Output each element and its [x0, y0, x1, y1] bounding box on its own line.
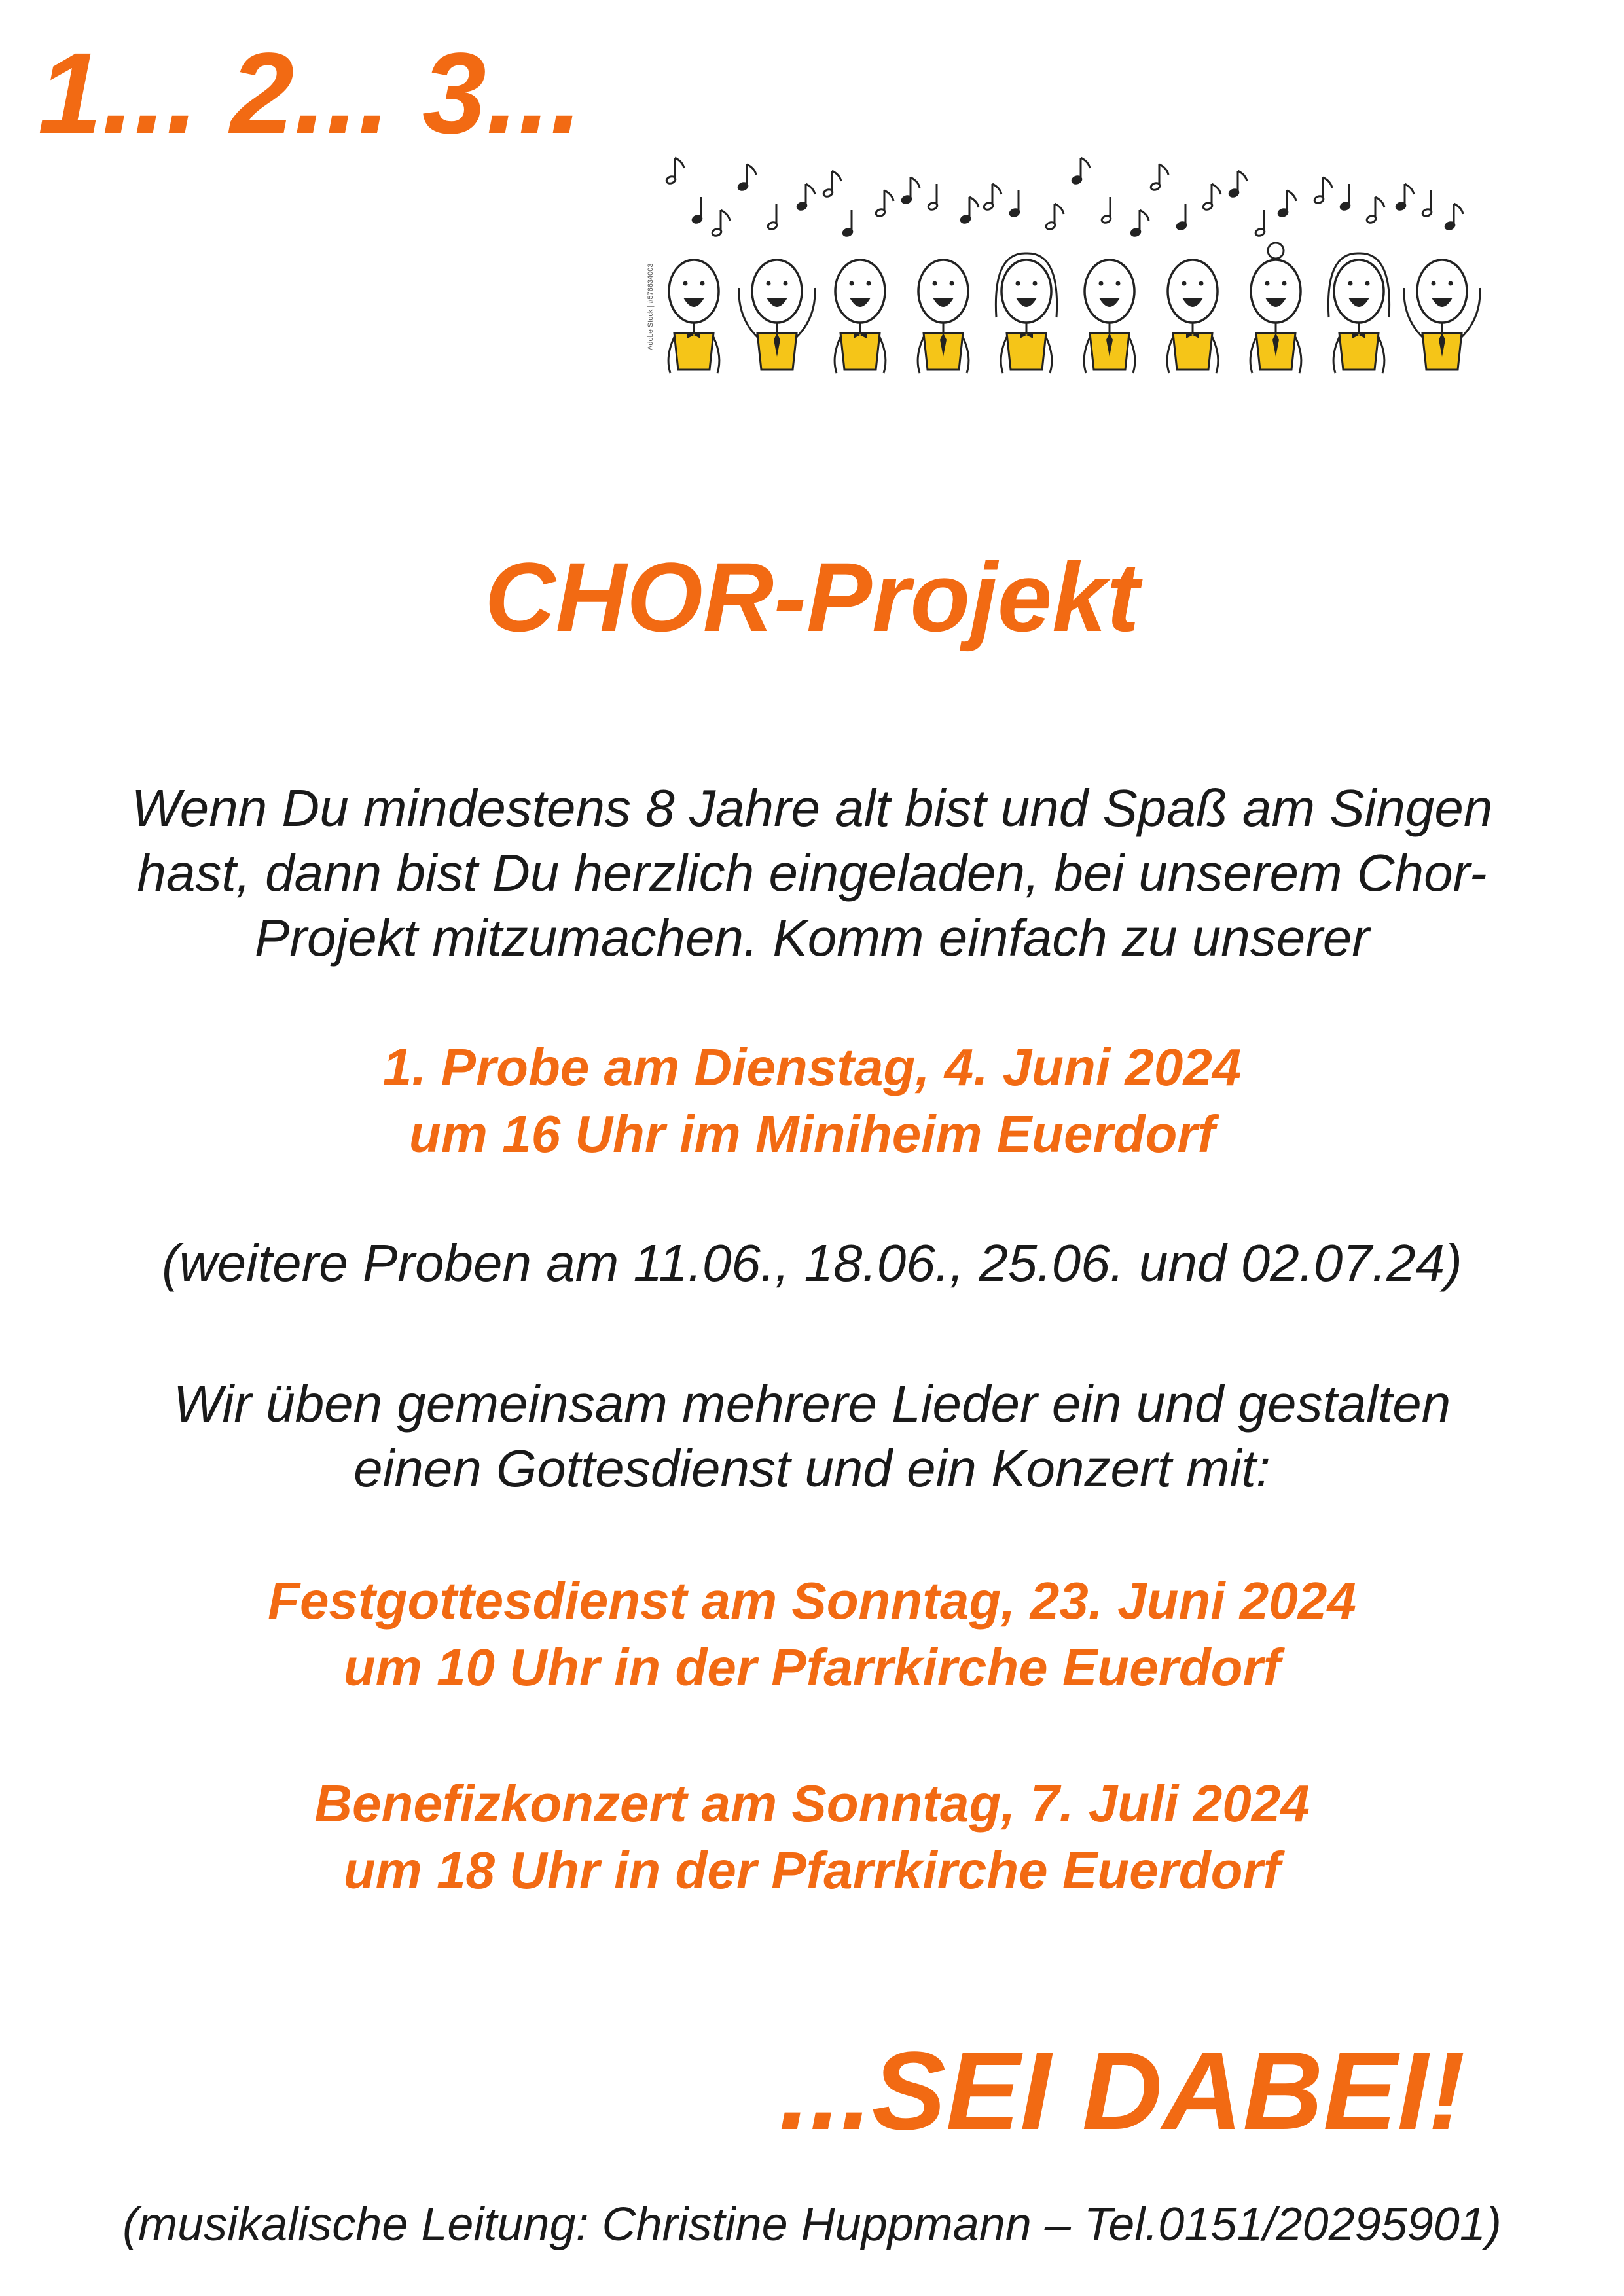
- music-note-icon: [1314, 177, 1332, 204]
- music-note-icon: [1396, 184, 1414, 211]
- event-festgottesdienst: [0, 1568, 1624, 1702]
- music-note-icon: [1130, 210, 1149, 237]
- singing-choir-illustration: [632, 134, 1528, 396]
- singers-group: [668, 243, 1480, 373]
- music-note-icon: [712, 210, 730, 237]
- music-note-icon: [928, 184, 939, 211]
- event-place: um 18 Uhr in der Pfarrkirche Euerdorf: [343, 1841, 1281, 1900]
- music-note-icon: [1072, 158, 1090, 185]
- countdown-heading: 1... 2... 3...: [38, 29, 583, 158]
- first-rehearsal-place: um 16 Uhr im Miniheim Euerdorf: [408, 1105, 1216, 1164]
- first-rehearsal-date: 1. Probe am Dienstag, 4. Juni 2024: [382, 1038, 1242, 1096]
- music-note-icon: [1101, 197, 1112, 224]
- footer-contact: (musikalische Leitung: Christine Huppmann – Tel.0151/20295901): [122, 2198, 1502, 2251]
- music-note-icon: [901, 177, 920, 204]
- music-note-icon: [875, 190, 893, 217]
- music-note-icon: [823, 171, 841, 198]
- intro-line: hast, dann bist Du herzlich eingeladen, bei unserem Chor-: [137, 844, 1487, 903]
- call-to-action: ...SEI DABEI!: [779, 2029, 1466, 2153]
- music-notes-icon: [666, 158, 1463, 237]
- music-note-icon: [767, 204, 778, 230]
- music-note-icon: [1255, 210, 1266, 237]
- music-note-icon: [1045, 204, 1064, 230]
- program-line: einen Gottesdienst und ein Konzert mit:: [353, 1439, 1271, 1498]
- further-rehearsals-text: (weitere Proben am 11.06., 18.06., 25.06. und 02.07.24): [162, 1234, 1462, 1292]
- intro-line: Wenn Du mindestens 8 Jahre alt bist und Spaß am Singen: [131, 779, 1493, 837]
- program-text: [0, 1371, 1624, 1501]
- music-note-icon: [960, 197, 979, 224]
- music-note-icon: [1278, 190, 1296, 217]
- music-note-icon: [842, 210, 854, 237]
- music-note-icon: [1340, 184, 1351, 211]
- music-note-icon: [666, 158, 684, 185]
- singer-figure: [835, 260, 886, 373]
- singer-figure: [1328, 253, 1389, 373]
- image-credit: Adobe Stock | #576634003: [647, 263, 655, 350]
- singer-figure: [918, 260, 969, 373]
- music-note-icon: [797, 184, 815, 211]
- intro-line: Projekt mitzumachen. Komm einfach zu unserer: [255, 908, 1369, 967]
- music-note-icon: [738, 164, 756, 191]
- event-place: um 10 Uhr in der Pfarrkirche Euerdorf: [343, 1638, 1281, 1697]
- intro-text: [0, 776, 1624, 971]
- singer-figure: [1084, 260, 1135, 373]
- music-note-icon: [1150, 164, 1168, 191]
- first-rehearsal: [0, 1034, 1624, 1168]
- music-note-icon: [1422, 190, 1433, 217]
- music-note-icon: [1176, 204, 1187, 230]
- music-note-icon: [1445, 204, 1463, 230]
- music-note-icon: [1366, 197, 1384, 224]
- event-date: Benefizkonzert am Sonntag, 7. Juli 2024: [314, 1774, 1310, 1833]
- program-line: Wir üben gemeinsam mehrere Lieder ein und gestalten: [173, 1374, 1451, 1433]
- music-note-icon: [1202, 184, 1221, 211]
- event-benefizkonzert: [0, 1770, 1624, 1905]
- further-rehearsals: [0, 1230, 1624, 1295]
- singer-figure: [1404, 260, 1480, 370]
- music-note-icon: [983, 184, 1001, 211]
- singer-figure: [996, 253, 1056, 373]
- singer-figure: [1250, 243, 1301, 373]
- singer-figure: [668, 260, 719, 373]
- music-note-icon: [1229, 171, 1247, 198]
- singer-figure: [739, 260, 815, 370]
- singer-figure: [1167, 260, 1218, 373]
- music-note-icon: [1009, 190, 1020, 217]
- music-note-icon: [692, 197, 703, 224]
- event-date: Festgottesdienst am Sonntag, 23. Juni 2024: [268, 1571, 1356, 1630]
- page-title: CHOR-Projekt: [484, 542, 1140, 652]
